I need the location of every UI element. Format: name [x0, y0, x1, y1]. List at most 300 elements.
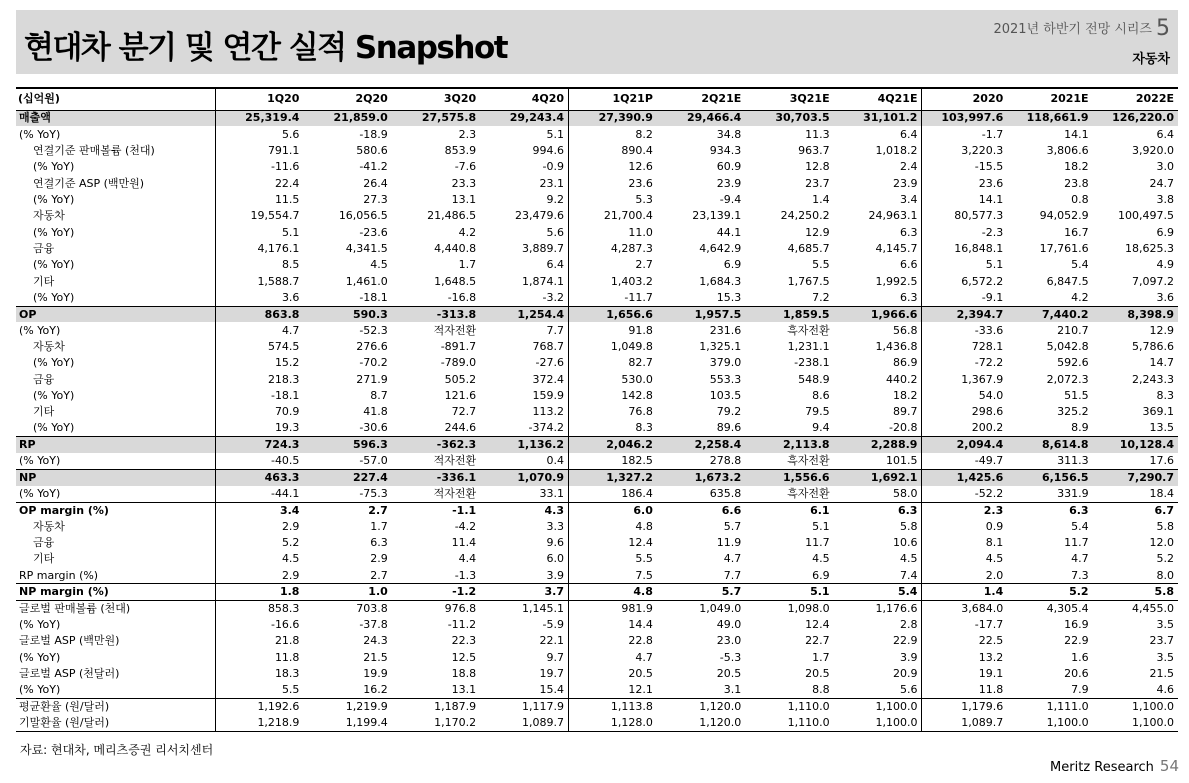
table-cell: 1,176.6 [834, 600, 922, 616]
table-cell: 89.6 [716, 421, 742, 435]
table-row [16, 715, 1178, 731]
series-text: 2021년 하반기 전망 시리즈 [993, 22, 1152, 37]
col-header: 2Q21E [657, 88, 745, 110]
table-cell: 15.2 [274, 356, 300, 370]
table-cell: 1,117.9 [480, 698, 568, 714]
table-cell: 79.5 [805, 405, 830, 419]
table-cell: 271.9 [356, 372, 388, 386]
page-number: 54 [1159, 757, 1179, 775]
table-cell: 863.8 [215, 306, 303, 322]
table-cell: 23,479.6 [480, 208, 568, 224]
table-cell: 5.5 [281, 682, 300, 696]
table-cell: 2,046.2 [569, 437, 657, 453]
table-cell: 1.8 [215, 584, 303, 600]
table-cell: 791.1 [267, 143, 300, 157]
table-cell: 1,100.0 [834, 715, 922, 731]
table-row [16, 388, 1178, 404]
row-label: 기타 [16, 551, 215, 567]
table-cell: 1,692.1 [834, 470, 922, 486]
row-label: (% YoY) [16, 355, 215, 371]
table-cell: 1,192.6 [215, 698, 303, 714]
table-cell: 6.6 [834, 257, 922, 273]
table-cell: -5.9 [480, 617, 568, 633]
table-cell: 182.5 [621, 454, 653, 468]
table-cell: 11.7 [1064, 536, 1089, 550]
table-cell: 12.4 [805, 617, 830, 631]
table-cell: 89.7 [834, 404, 922, 420]
row-label: RP [16, 437, 215, 453]
table-cell: 4,145.7 [834, 241, 922, 257]
table-cell: 27,575.8 [392, 110, 480, 126]
table-cell: -7.6 [454, 160, 477, 174]
row-label: NP margin (%) [16, 584, 215, 600]
table-cell: 흑자전환 [787, 486, 830, 500]
table-body [16, 110, 1178, 731]
table-cell: 23.6 [978, 176, 1004, 190]
table-cell: 91.8 [628, 323, 653, 337]
table-cell: 9.4 [812, 421, 830, 435]
table-cell: 23.7 [805, 176, 830, 190]
row-label: 매출액 [16, 110, 215, 126]
table-cell: 1,098.0 [745, 600, 833, 616]
table-cell: 6.3 [370, 536, 388, 550]
table-cell: -75.3 [359, 486, 388, 500]
table-cell: 311.3 [1057, 454, 1089, 468]
table-cell: 15.4 [480, 682, 568, 698]
table-row [16, 404, 1178, 420]
col-header: 1Q20 [215, 88, 303, 110]
table-cell: 3.4 [834, 192, 922, 208]
table-cell: 18.2 [1064, 160, 1089, 174]
table-cell: 298.6 [971, 405, 1004, 419]
table-cell: -3.2 [480, 290, 568, 306]
table-cell: -374.2 [480, 421, 568, 437]
table-cell: 5.1 [281, 225, 300, 239]
table-cell: 적자전환 [433, 486, 477, 500]
table-cell: 1,120.0 [657, 698, 745, 714]
table-cell: -52.2 [974, 486, 1004, 500]
table-row [16, 192, 1178, 208]
table-cell: 5.1 [812, 519, 830, 533]
table-cell: 7.9 [1071, 682, 1089, 696]
table-cell: -11.6 [270, 160, 300, 174]
table-cell: 7.7 [480, 322, 568, 338]
table-cell: 231.6 [709, 323, 742, 337]
sector-label: 자동차 [1132, 52, 1170, 67]
table-cell: 11.4 [451, 536, 477, 550]
series-label [993, 16, 1170, 41]
table-cell: 2,243.3 [1132, 372, 1174, 386]
table-cell: 41.8 [363, 405, 388, 419]
table-cell: 8,398.9 [1093, 306, 1178, 322]
table-cell: 210.7 [1057, 323, 1089, 337]
table-cell: 3,220.3 [961, 143, 1004, 157]
table-cell: 126,220.0 [1093, 110, 1178, 126]
table-cell: 4,287.3 [610, 241, 653, 255]
table-cell: 27,390.9 [569, 110, 657, 126]
table-cell: 118,661.9 [1007, 110, 1092, 126]
row-label: 자동차 [16, 519, 215, 535]
table-cell: -2.3 [981, 225, 1004, 239]
table-cell: 6.3 [1007, 502, 1092, 518]
table-cell: 2.4 [834, 159, 922, 175]
table-cell: 2,288.9 [834, 437, 922, 453]
table-cell: 1.7 [370, 519, 388, 533]
table-cell: 113.2 [480, 404, 568, 420]
table-cell: 1,325.1 [699, 339, 742, 353]
table-cell: 4.3 [480, 502, 568, 518]
table-cell: 4.7 [723, 552, 742, 566]
table-cell: 3.5 [1156, 617, 1174, 631]
source-note: 자료: 현대차, 메리츠증권 리서치센터 [20, 743, 214, 757]
table-cell: 16.2 [363, 682, 388, 696]
table-row [16, 273, 1178, 289]
table-cell: -57.0 [359, 454, 388, 468]
table-row [16, 470, 1178, 486]
table-cell: 18.8 [451, 666, 477, 680]
table-cell: 6.4 [480, 257, 568, 273]
table-cell: 22.9 [834, 633, 922, 649]
table-cell: 17.6 [1149, 454, 1174, 468]
table-cell: 5.2 [1156, 552, 1174, 566]
table-cell: -17.7 [974, 617, 1004, 631]
table-cell: 2.9 [281, 519, 300, 533]
table-cell: 2.0 [985, 568, 1004, 582]
table-cell: 20.5 [805, 666, 830, 680]
table-cell: -789.0 [440, 356, 477, 370]
table-cell: 2,072.3 [1046, 372, 1089, 386]
table-cell: -20.8 [834, 421, 922, 437]
table-row [16, 257, 1178, 273]
table-row [16, 551, 1178, 567]
table-cell: 580.6 [356, 143, 388, 157]
row-label: NP [16, 470, 215, 486]
table-cell: 2,113.8 [745, 437, 833, 453]
table-cell: 1,231.1 [787, 339, 830, 353]
table-cell: 12.0 [1149, 536, 1174, 550]
table-cell: 18.3 [274, 666, 300, 680]
table-cell: 5.1 [745, 584, 833, 600]
table-cell: 635.8 [709, 486, 742, 500]
table-cell: -23.6 [359, 225, 388, 239]
table-cell: 4.7 [635, 650, 653, 664]
row-label: (% YoY) [16, 617, 215, 633]
table-cell: 18.2 [834, 388, 922, 404]
table-cell: 15.3 [716, 290, 742, 304]
col-header: 4Q20 [480, 88, 568, 110]
table-cell: 1,100.0 [1093, 715, 1178, 731]
table-cell: 1,111.0 [1007, 698, 1092, 714]
table-cell: 1,100.0 [1007, 715, 1092, 731]
table-cell: 31,101.2 [834, 110, 922, 126]
table-cell: 7.5 [635, 568, 653, 582]
row-label: (% YoY) [16, 192, 215, 208]
table-cell: -16.6 [270, 617, 300, 631]
table-cell: 1,367.9 [961, 372, 1004, 386]
table-row [16, 633, 1178, 649]
table-cell: 33.1 [480, 486, 568, 502]
table-cell: 5.2 [1007, 584, 1092, 600]
table-cell: 2.7 [370, 568, 388, 582]
table-cell: 5.8 [1093, 584, 1178, 600]
table-cell: 1,110.0 [745, 698, 833, 714]
table-cell: -11.7 [624, 290, 653, 304]
table-cell: 2,094.4 [922, 437, 1007, 453]
table-cell: 1,859.5 [745, 306, 833, 322]
table-cell: 5.7 [723, 519, 742, 533]
table-row [16, 224, 1178, 240]
table-cell: 2.3 [458, 127, 477, 141]
page-footer [1050, 757, 1179, 775]
table-cell: 9.7 [480, 649, 568, 665]
table-cell: 724.3 [215, 437, 303, 453]
table-cell: 30,703.5 [745, 110, 833, 126]
table-cell: 5.5 [635, 552, 653, 566]
table-cell: 11.7 [805, 536, 830, 550]
table-cell: 23.0 [716, 634, 742, 648]
table-cell: 5.7 [657, 584, 745, 600]
table-cell: 6.7 [1093, 502, 1178, 518]
table-cell: 7,097.2 [1132, 274, 1174, 288]
table-cell: 적자전환 [433, 454, 477, 468]
table-cell: -72.2 [974, 356, 1004, 370]
series-number: 5 [1156, 16, 1170, 41]
table-cell: 548.9 [798, 372, 830, 386]
row-label: OP [16, 306, 215, 322]
table-cell: -18.1 [359, 290, 388, 304]
table-cell: 8.3 [635, 421, 653, 435]
table-cell: -18.1 [270, 389, 300, 403]
table-cell: 1,179.6 [922, 698, 1007, 714]
table-cell: 20.5 [716, 666, 742, 680]
table-cell: 54.0 [978, 389, 1004, 403]
row-label: (% YoY) [16, 649, 215, 665]
table-cell: 3.9 [834, 649, 922, 665]
table-row [16, 241, 1178, 257]
table-cell: 5.4 [1071, 519, 1089, 533]
table-cell: 1,588.7 [257, 274, 300, 288]
table-cell: 1,110.0 [745, 715, 833, 731]
table-cell: 5,786.6 [1132, 339, 1174, 353]
table-cell: 6.0 [569, 502, 657, 518]
table-cell: 21,486.5 [427, 209, 477, 223]
table-cell: 3.5 [1156, 650, 1174, 664]
table-cell: 21.5 [363, 650, 388, 664]
table-cell: 19.9 [363, 666, 388, 680]
table-cell: 325.2 [1057, 405, 1089, 419]
table-cell: 2.9 [281, 568, 300, 582]
row-label: (% YoY) [16, 322, 215, 338]
table-row [16, 437, 1178, 453]
table-cell: 0.4 [480, 453, 568, 469]
table-cell: 5.3 [635, 192, 653, 206]
table-cell: 23.9 [716, 176, 742, 190]
table-cell: 3.3 [480, 519, 568, 535]
table-row [16, 698, 1178, 714]
table-cell: 94,052.9 [1039, 209, 1089, 223]
table-cell: 244.6 [444, 421, 477, 435]
table-cell: 3.6 [1156, 290, 1174, 304]
table-cell: 16.7 [1064, 225, 1089, 239]
table-cell: 1,327.2 [569, 470, 657, 486]
table-cell: 14.1 [1064, 127, 1089, 141]
table-cell: 20.6 [1064, 666, 1089, 680]
table-cell: 18,625.3 [1125, 241, 1174, 255]
row-label: RP margin (%) [16, 568, 215, 584]
table-cell: 49.0 [716, 617, 742, 631]
table-cell: -52.3 [359, 323, 388, 337]
table-cell: 1,254.4 [480, 306, 568, 322]
table-cell: 4,305.4 [1007, 600, 1092, 616]
table-cell: 7.3 [1071, 568, 1089, 582]
table-cell: 13.1 [451, 192, 477, 206]
table-cell: 1.0 [303, 584, 391, 600]
table-cell: 12.9 [805, 225, 830, 239]
table-cell: -313.8 [392, 306, 480, 322]
table-row [16, 175, 1178, 191]
table-cell: 227.4 [303, 470, 391, 486]
table-cell: 3.1 [723, 682, 742, 696]
table-cell: 19.1 [978, 666, 1004, 680]
table-cell: 1,218.9 [215, 715, 303, 731]
table-cell: 13.5 [1149, 421, 1174, 435]
table-cell: 2.7 [635, 258, 653, 272]
table-cell: -1.7 [981, 127, 1004, 141]
table-cell: 7.2 [812, 290, 830, 304]
row-label: 금융 [16, 372, 215, 388]
table-header-row [16, 88, 1178, 110]
page-title: 현대차 분기 및 연간 실적 Snapshot [24, 30, 508, 66]
table-cell: 6.0 [480, 551, 568, 567]
row-label: 글로벌 ASP (천달러) [16, 666, 215, 682]
table-cell: 1.7 [458, 258, 477, 272]
table-cell: 79.2 [716, 405, 742, 419]
row-label: 평균환율 (원/달러) [16, 698, 215, 714]
table-cell: -9.4 [719, 192, 742, 206]
table-row [16, 617, 1178, 633]
table-cell: 1,113.8 [569, 698, 657, 714]
col-header: 3Q20 [392, 88, 480, 110]
table-cell: 100,497.5 [1118, 209, 1174, 223]
table-cell: 1,684.3 [699, 274, 742, 288]
table-cell: 1,219.9 [303, 698, 391, 714]
table-cell: 5.6 [834, 682, 922, 698]
table-cell: 6,156.5 [1007, 470, 1092, 486]
table-cell: 82.7 [628, 356, 653, 370]
table-row [16, 421, 1178, 437]
table-row [16, 208, 1178, 224]
table-row [16, 290, 1178, 306]
table-cell: 4,440.8 [434, 241, 477, 255]
table-row [16, 339, 1178, 355]
table-cell: 1,957.5 [657, 306, 745, 322]
table-cell: 흑자전환 [787, 323, 830, 337]
table-cell: 159.9 [480, 388, 568, 404]
table-cell: -336.1 [392, 470, 480, 486]
table-cell: 853.9 [444, 143, 477, 157]
table-cell: 24,963.1 [834, 208, 922, 224]
table-row [16, 110, 1178, 126]
table-cell: 5.1 [480, 126, 568, 142]
table-cell: 1,120.0 [657, 715, 745, 731]
table-cell: 흑자전환 [787, 454, 830, 468]
row-label: (% YoY) [16, 682, 215, 698]
table-cell: 592.6 [1057, 356, 1089, 370]
table-cell: 890.4 [621, 143, 653, 157]
table-cell: 80,577.3 [954, 209, 1004, 223]
table-cell: 142.8 [621, 389, 653, 403]
table-cell: 5.4 [834, 584, 922, 600]
table-cell: 8.5 [281, 258, 300, 272]
table-row [16, 453, 1178, 469]
table-cell: -41.2 [359, 160, 388, 174]
table-cell: 58.0 [834, 486, 922, 502]
table-cell: 7,290.7 [1093, 470, 1178, 486]
table-cell: 4.4 [458, 552, 477, 566]
table-cell: -15.5 [974, 160, 1004, 174]
table-row [16, 355, 1178, 371]
table-cell: 1,100.0 [834, 698, 922, 714]
table-cell: 21,859.0 [303, 110, 391, 126]
table-cell: 1,461.0 [345, 274, 388, 288]
row-label: (% YoY) [16, 453, 215, 469]
table-cell: 1,187.9 [392, 698, 480, 714]
table-cell: 7.4 [834, 568, 922, 584]
table-cell: 4.5 [834, 551, 922, 567]
row-label: 금융 [16, 241, 215, 257]
table-cell: 23.6 [628, 176, 653, 190]
table-cell: 372.4 [480, 372, 568, 388]
table-cell: 4.2 [458, 225, 477, 239]
table-cell: 13.2 [978, 650, 1004, 664]
table-cell: -0.9 [480, 159, 568, 175]
table-cell: 23.3 [451, 176, 477, 190]
table-cell: 1,089.7 [480, 715, 568, 731]
table-cell: 12.9 [1149, 323, 1174, 337]
table-cell: 5.6 [281, 127, 300, 141]
table-cell: 19,554.7 [250, 209, 300, 223]
table-cell: 6,572.2 [961, 274, 1004, 288]
table-cell: -1.1 [392, 502, 480, 518]
table-cell: 9.6 [480, 535, 568, 551]
table-cell: 23.8 [1064, 176, 1089, 190]
table-cell: 14.4 [628, 617, 653, 631]
table-cell: -18.9 [359, 127, 388, 141]
table-cell: 8.3 [1156, 389, 1174, 403]
table-cell: 4.2 [1071, 290, 1089, 304]
table-cell: 1,145.1 [480, 600, 568, 616]
table-cell: 1,648.5 [434, 274, 477, 288]
table-cell: 2.7 [303, 502, 391, 518]
table-cell: 6.9 [812, 568, 830, 582]
table-cell: 1.6 [1071, 650, 1089, 664]
col-header: 1Q21P [569, 88, 657, 110]
table-cell: 5.8 [1156, 519, 1174, 533]
table-cell: 2.3 [922, 502, 1007, 518]
table-cell: 276.6 [356, 339, 388, 353]
row-label: (% YoY) [16, 421, 215, 437]
table-cell: 4.5 [281, 552, 300, 566]
table-cell: 4,642.9 [699, 241, 742, 255]
table-cell: 101.5 [834, 453, 922, 469]
table-cell: 4.9 [1156, 258, 1174, 272]
table-cell: 5.6 [480, 224, 568, 240]
table-cell: 463.3 [215, 470, 303, 486]
table-cell: 22.5 [978, 634, 1004, 648]
table-cell: 994.6 [480, 143, 568, 159]
table-cell: 6.3 [834, 290, 922, 306]
table-row [16, 306, 1178, 322]
